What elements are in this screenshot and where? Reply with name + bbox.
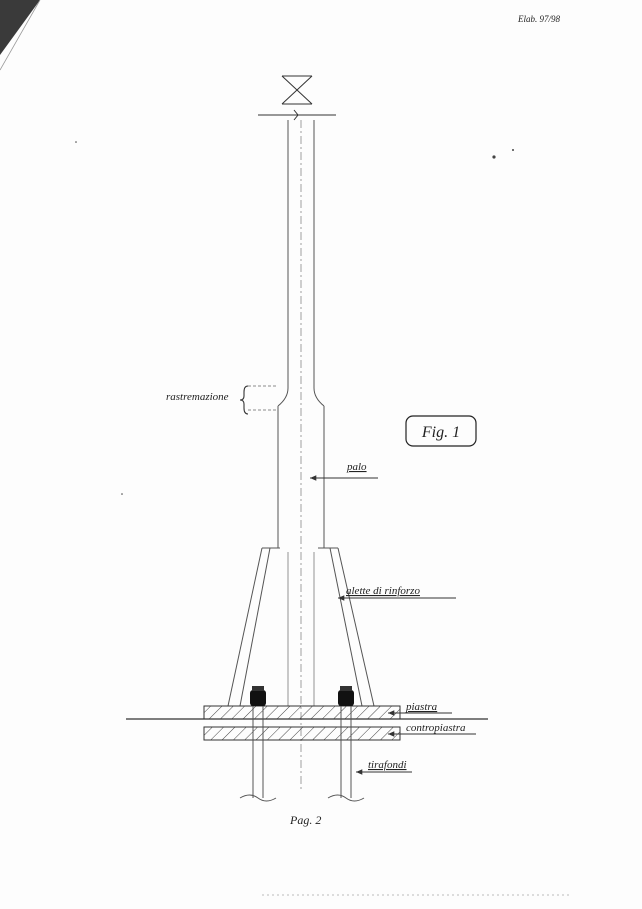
scan-noise: [75, 141, 514, 495]
label-contropiastra: contropiastra: [406, 722, 466, 734]
label-tirafondi: tirafondi: [368, 759, 407, 771]
figure-title: Fig. 1: [421, 424, 461, 441]
base-plate: [204, 706, 400, 719]
label-rastremazione: rastremazione: [166, 391, 229, 403]
page-number: Pag. 2: [290, 813, 322, 827]
anchor-bolts: [240, 706, 364, 801]
header-ref: Elab. 97/98: [518, 14, 560, 24]
anchor-nuts: [250, 686, 354, 706]
scan-corner-shadow: [0, 0, 40, 55]
pole-top-symbol: [282, 76, 312, 104]
label-piastra: piastra: [406, 701, 438, 713]
counter-plate: [204, 727, 400, 740]
rastremazione-brace: [240, 386, 248, 414]
label-palo: palo: [347, 461, 367, 473]
label-alette: alette di rinforzo: [346, 585, 420, 597]
